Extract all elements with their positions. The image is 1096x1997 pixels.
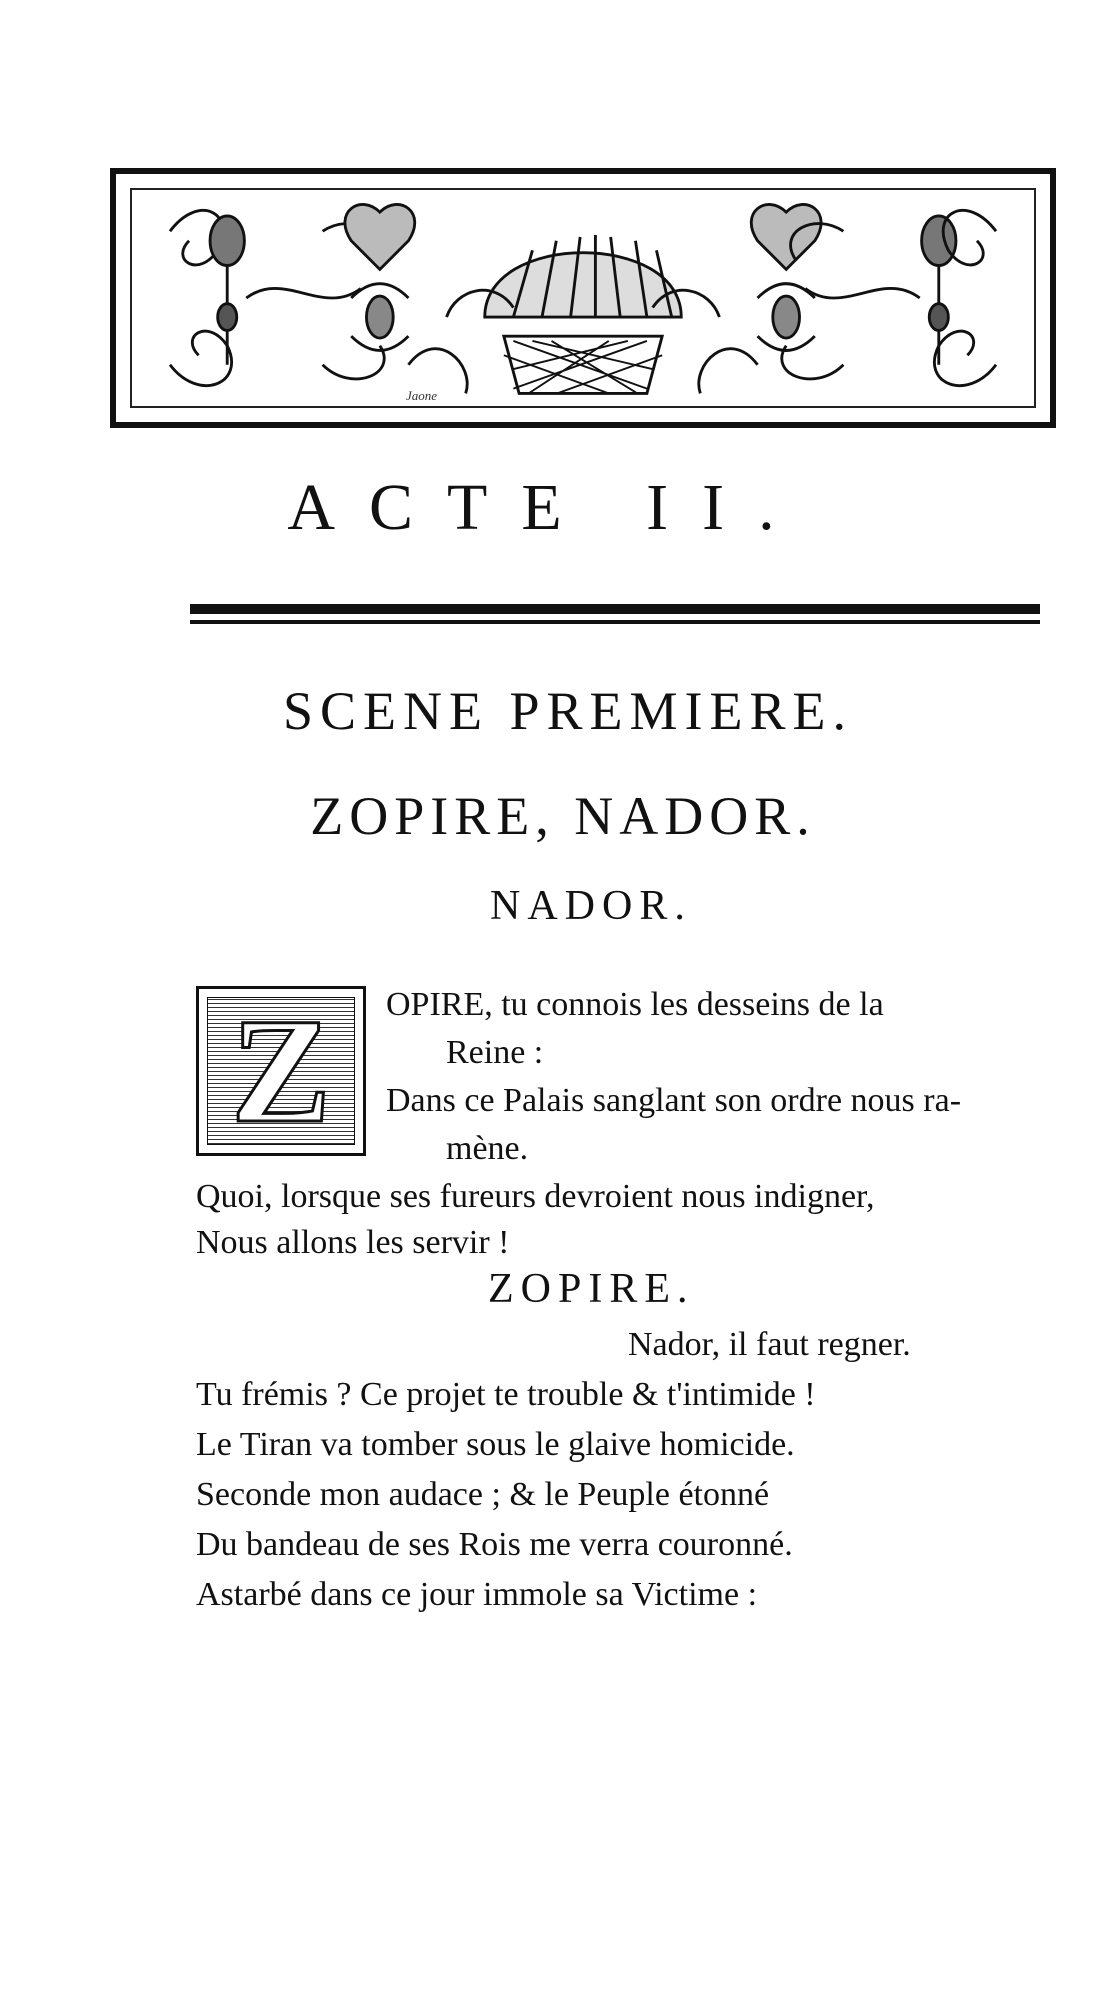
verse-line: Reine :: [446, 1034, 544, 1071]
verse-line: Dans ce Palais sanglant son ordre nous ra-: [386, 1082, 962, 1119]
verse-line: Astarbé dans ce jour immole sa Victime :: [196, 1576, 758, 1613]
verse-line: Seconde mon audace ; & le Peuple étonné: [196, 1476, 770, 1513]
speaker-name-nador: NADOR.: [490, 883, 692, 929]
scene-title: SCENE PREMIERE.: [282, 681, 854, 741]
drop-cap-initial: [196, 986, 366, 1156]
headpiece-ornament-icon: [116, 174, 1050, 422]
act-title: ACTE II.: [287, 471, 809, 544]
verse-line: Du bandeau de ses Rois me verra couronné.: [196, 1526, 793, 1563]
verse-line: mène.: [446, 1130, 529, 1167]
engraver-signature: Jaone: [406, 388, 438, 403]
verse-line: Le Tiran va tomber sous le glaive homicide.: [196, 1426, 795, 1463]
verse-line: Tu frémis ? Ce projet te trouble & t'intimide !: [196, 1376, 816, 1413]
divider-rule: [190, 604, 1040, 634]
ornamental-headpiece: [110, 168, 1056, 428]
verse-line: Quoi, lorsque ses fureurs devroient nous indigner,: [196, 1178, 875, 1215]
verse-line: Nador, il faut regner.: [628, 1326, 911, 1363]
drop-cap-letter: Z: [230, 988, 332, 1154]
characters-heading: ZOPIRE, NADOR.: [310, 786, 816, 846]
verse-line: OPIRE, tu connois les desseins de la: [386, 986, 884, 1023]
speaker-name-zopire: ZOPIRE.: [488, 1266, 695, 1312]
verse-line: Nous allons les servir !: [196, 1224, 510, 1261]
